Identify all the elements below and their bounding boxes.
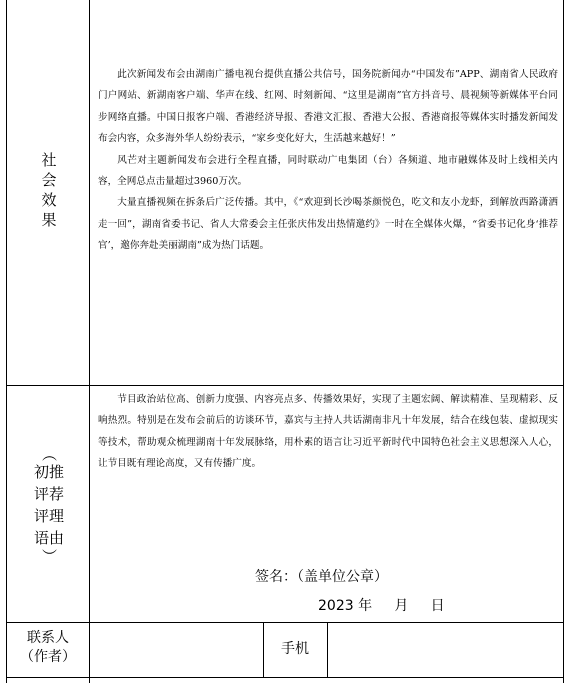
recommendation-label-line: 语由	[33, 529, 64, 547]
recommendation-paragraph: 节目政治站位高、创新力度强、内容亮点多、传播效果好，实现了主题宏阔、解读精准、呈现精彩、反响热烈。特别是在发布会前后的访谈环节，嘉宾与主持人共话湖南非凡十年发展，结合在线包装、虚拟现实等技术，帮助观众梳理湖南十年发展脉络，用朴素的语言让习近平新时代中国特色社会主义思想深入人心，让节目既有理论高度，又有传播广度。	[98, 394, 558, 470]
social-effect-label	[37, 150, 61, 230]
recommendation-label	[25, 447, 73, 563]
phone-value-cell[interactable]	[330, 626, 560, 674]
contact-label-line: 联系人	[27, 630, 69, 646]
recommendation-label-line: 初推	[33, 463, 64, 481]
social-effect-paragraph: 此次新闻发布会由湖南广播电视台提供直播公共信号，国务院新闻办“中国发布”APP、湖南省人民政府门户网站、新湖南客户端、华声在线、红网、时刻新闻、“这里是湖南”官方抖音号、晨视频等新媒体平台同步网络直播。中国日报客户端、香港经济导报、香港文汇报、香港大公报、香港商报等媒体实时播发新闻发布会内容，众多海外华人纷纷表示，“家乡变化好大，生活越来越好！”	[98, 69, 558, 145]
social-effect-label-char: 果	[41, 211, 57, 229]
social-effect-paragraph: 风芒对主题新闻发布会进行全程直播，同时联动广电集团（台）各频道、地市融媒体及时上线相关内容，全网总点击量超过3960万次。	[98, 154, 558, 188]
phone-label: 手机	[281, 641, 309, 657]
social-effect-label-char: 效	[41, 191, 57, 209]
recommendation-content	[98, 389, 558, 475]
recommendation-label-close-paren: ）	[40, 548, 58, 564]
table-right-border	[563, 0, 564, 683]
footer-divider-1	[263, 622, 264, 678]
recommendation-label-open-paren: （	[40, 446, 58, 462]
table-left-border	[6, 0, 7, 683]
footer-divider-2	[327, 622, 328, 678]
social-effect-paragraph: 大量直播视频在拆条后广泛传播。其中，《“欢迎到长沙喝茶颜悦色，吃文和友小龙虾，到解放西路潇洒走一回”，湖南省委书记、省人大常委会主任张庆伟发出热情邀约》一时在全媒体火爆，“省委书记化身‘推荐官’，邀你奔赴美丽湖南”成为热门话题。	[98, 197, 558, 252]
recommendation-label-line: 评理	[33, 507, 64, 525]
row-divider-1	[6, 385, 564, 386]
contact-label	[10, 629, 86, 667]
row-divider-2	[6, 622, 564, 623]
signature-date: 2023 年 月 日	[318, 598, 445, 614]
contact-value-cell[interactable]	[92, 626, 260, 674]
label-column-divider	[89, 0, 90, 683]
table-bottom-border	[6, 677, 564, 678]
social-effect-label-char: 会	[41, 171, 57, 189]
recommendation-label-line: 评荐	[33, 485, 64, 503]
contact-label-line: （作者）	[20, 649, 76, 665]
social-effect-content	[98, 64, 558, 257]
social-effect-label-char: 社	[41, 151, 57, 169]
signature-line: 签名：（盖单位公章）	[255, 569, 388, 585]
